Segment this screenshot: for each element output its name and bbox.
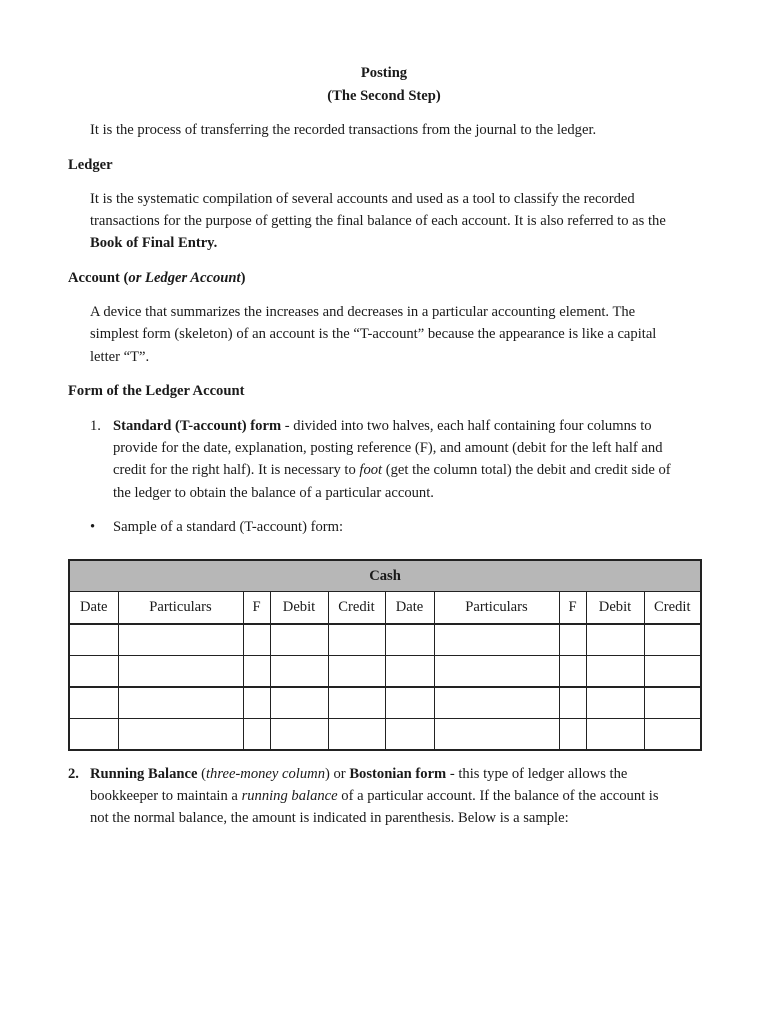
col-header-f-right: F [559,592,586,625]
page-subtitle: (The Second Step) [327,88,441,104]
item-2-bold-bostonian: Bostonian form [349,766,447,782]
table-cell [644,624,701,656]
item-2-line-3: not the normal balance, the amount is indicated in parenthesis. Below is a sample: [90,810,569,826]
item-2-number: 2. [68,766,79,782]
table-cell [385,719,434,751]
item-2-text: - this type of ledger allows the [446,766,628,782]
item-1-line-3-pre: credit for the right half). It is necessary to [113,462,360,478]
table-cell [243,656,270,688]
table-cell [559,719,586,751]
account-heading-pre: Account ( [68,270,129,286]
item-1-line-3 [113,459,671,482]
account-heading-post: ) [240,270,246,286]
table-cell [586,624,644,656]
table-cell [270,719,328,751]
intro-paragraph: It is the process of transferring the recorded transactions from the journal to the ledger. [90,122,597,138]
table-cell [243,719,270,751]
account-line-1: A device that summarizes the increases and decreases in a particular accounting element. The [90,304,636,320]
ledger-heading: Ledger [68,157,113,173]
form-heading: Form of the Ledger Account [68,383,245,399]
account-line-3: letter “T”. [90,349,150,365]
table-cell [243,687,270,719]
table-cell [644,719,701,751]
item-2-line-2-post: of a particular account. If the balance of the account is [337,788,659,804]
table-cell [434,656,559,688]
table-row [69,656,701,688]
table-cell [328,624,385,656]
bullet-text: Sample of a standard (T-account) form: [113,519,344,535]
table-cell [434,687,559,719]
table-cell [243,624,270,656]
table-row [69,687,701,719]
table-cell [118,719,243,751]
table-cell [270,687,328,719]
table-cell [270,624,328,656]
item-1-rest: - divided into two halves, each half containing four columns to [281,418,652,434]
col-header-particulars-right: Particulars [434,592,559,625]
item-1-line-2: provide for the date, explanation, posting reference (F), and amount (debit for the left half and [113,440,663,456]
bullet-icon: • [90,519,96,535]
item-2-line-2 [90,785,659,808]
ledger-line-3: Book of Final Entry. [90,235,218,251]
item-2-text: ( [197,766,206,782]
table-cell [586,719,644,751]
item-2-line-1 [90,763,627,786]
table-cell [385,656,434,688]
table-cell [586,687,644,719]
cash-ledger-table [68,559,702,751]
table-cell [559,687,586,719]
col-header-debit-left: Debit [270,592,328,625]
col-header-debit-right: Debit [586,592,644,625]
item-1-line-3-post: (get the column total) the debit and credit side of [382,462,671,478]
item-2-text: ) or [325,766,350,782]
col-header-date-right: Date [385,592,434,625]
col-header-credit-right: Credit [644,592,701,625]
table-cell [434,719,559,751]
ledger-line-2: transactions for the purpose of getting the final balance of each account. It is also referred to as the [90,213,666,229]
table-cell [69,719,118,751]
col-header-credit-left: Credit [328,592,385,625]
table-cell [69,656,118,688]
table-cell [559,624,586,656]
table-cell [328,656,385,688]
table-row [69,624,701,656]
table-cell [644,687,701,719]
account-heading-italic: or Ledger Account [128,270,241,286]
table-title: Cash [69,560,701,592]
item-2-bold-running: Running Balance [90,766,198,782]
item-1-line-1 [113,415,652,438]
ledger-line-1: It is the systematic compilation of several accounts and used as a tool to classify the recorded [90,191,635,207]
item-1-foot: foot [359,462,383,478]
item-1-number: 1. [90,418,101,434]
table-row [69,719,701,751]
col-header-date-left: Date [69,592,118,625]
table-cell [434,624,559,656]
page-title: Posting [360,65,408,81]
item-2-italic: three-money column [205,766,325,782]
table-cell [69,624,118,656]
table-cell [328,719,385,751]
account-heading [68,267,245,290]
table-cell [118,656,243,688]
col-header-particulars-left: Particulars [118,592,243,625]
table-cell [270,656,328,688]
table-cell [559,656,586,688]
table-cell [69,687,118,719]
item-1-line-4: the ledger to obtain the balance of a particular account. [113,485,434,501]
table-cell [118,687,243,719]
table-cell [328,687,385,719]
table-cell [385,624,434,656]
col-header-f-left: F [243,592,270,625]
table-cell [644,656,701,688]
account-line-2: simplest form (skeleton) of an account is the “T-account” because the appearance is like a capital [90,326,657,342]
item-1-bold: Standard (T-account) form [113,418,282,434]
table-cell [385,687,434,719]
item-2-line-2-pre: bookkeeper to maintain a [90,788,242,804]
table-cell [118,624,243,656]
table-cell [586,656,644,688]
item-2-running-balance: running balance [241,788,338,804]
